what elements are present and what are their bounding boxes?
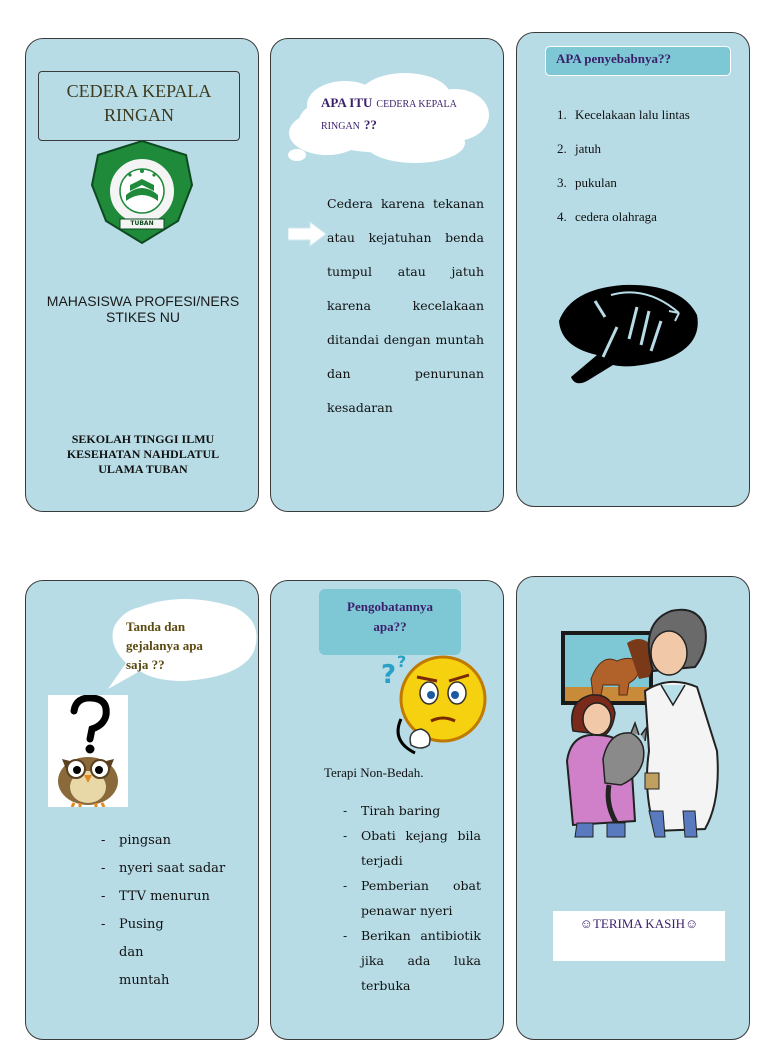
symptoms-list <box>97 827 237 995</box>
causes-heading: APA penyebabnya?? <box>545 46 731 76</box>
panel-symptoms <box>25 580 259 1040</box>
panel-thanks <box>516 576 750 1040</box>
svg-text:?: ? <box>381 660 397 690</box>
question-marks: ?? <box>363 117 377 132</box>
panel-treatment <box>270 580 504 1040</box>
symptoms-question: Tanda dan gejalanya apa saja ?? <box>126 619 203 672</box>
list-item: - TTV menurun <box>97 883 237 911</box>
therapy-label: Terapi Non-Bedah. <box>324 765 424 780</box>
list-item: - pingsan <box>97 827 237 855</box>
treatment-list <box>339 798 481 998</box>
list-item: - Berikan antibiotik jika ada luka terbuka <box>339 923 481 998</box>
list-item: - Tirah baring <box>339 798 481 823</box>
list-item: 4. cedera olahraga <box>557 209 657 224</box>
cover-institution: SEKOLAH TINGGI ILMU KESEHATAN NAHDLATUL ULAMA TUBAN <box>66 432 220 476</box>
cover-title-line2: RINGAN <box>104 105 174 125</box>
injury-silhouette-icon <box>551 281 701 385</box>
list-item: - Pusing dan muntah <box>97 911 237 995</box>
thinking-face-icon <box>381 649 491 759</box>
list-item: - Obati kejang bila terjadi <box>339 823 481 873</box>
list-item: - nyeri saat sadar <box>97 855 237 883</box>
panel-cover <box>25 38 259 512</box>
arrow-right-icon <box>288 221 328 247</box>
definition-text: Cedera karena tekanan atau kejatuhan benda tumpul atau jatuh karena kecelakaan ditandai dengan muntah dan penurunan kesadaran <box>327 196 484 415</box>
thanks-box: ☺TERIMA KASIH☺ <box>553 911 725 961</box>
panel-definition <box>270 38 504 512</box>
owl-question-icon <box>48 695 128 807</box>
list-item: - Pemberian obat penawar nyeri <box>339 873 481 923</box>
vet-with-cat-illustration <box>545 601 727 839</box>
svg-text:?: ? <box>397 652 407 671</box>
list-item: 1. Kecelakaan lalu lintas <box>557 107 690 122</box>
list-item: 3. pukulan <box>557 175 617 190</box>
question-part2: CEDERA KEPALA RINGAN <box>321 99 457 132</box>
school-logo-label: TUBAN <box>130 220 154 227</box>
causes-list <box>557 107 747 243</box>
panel-causes <box>516 32 750 507</box>
school-logo-icon <box>90 139 194 245</box>
treatment-heading: Pengobatannya apa?? <box>319 589 461 655</box>
cover-title-line1: CEDERA KEPALA <box>66 81 212 101</box>
question-part1: APA ITU <box>321 95 373 110</box>
cover-author: MAHASISWA PROFESI/NERS STIKES NU <box>46 293 240 325</box>
cover-title-box <box>38 71 240 141</box>
list-item: 2. jatuh <box>557 141 601 156</box>
definition-question <box>321 93 469 137</box>
